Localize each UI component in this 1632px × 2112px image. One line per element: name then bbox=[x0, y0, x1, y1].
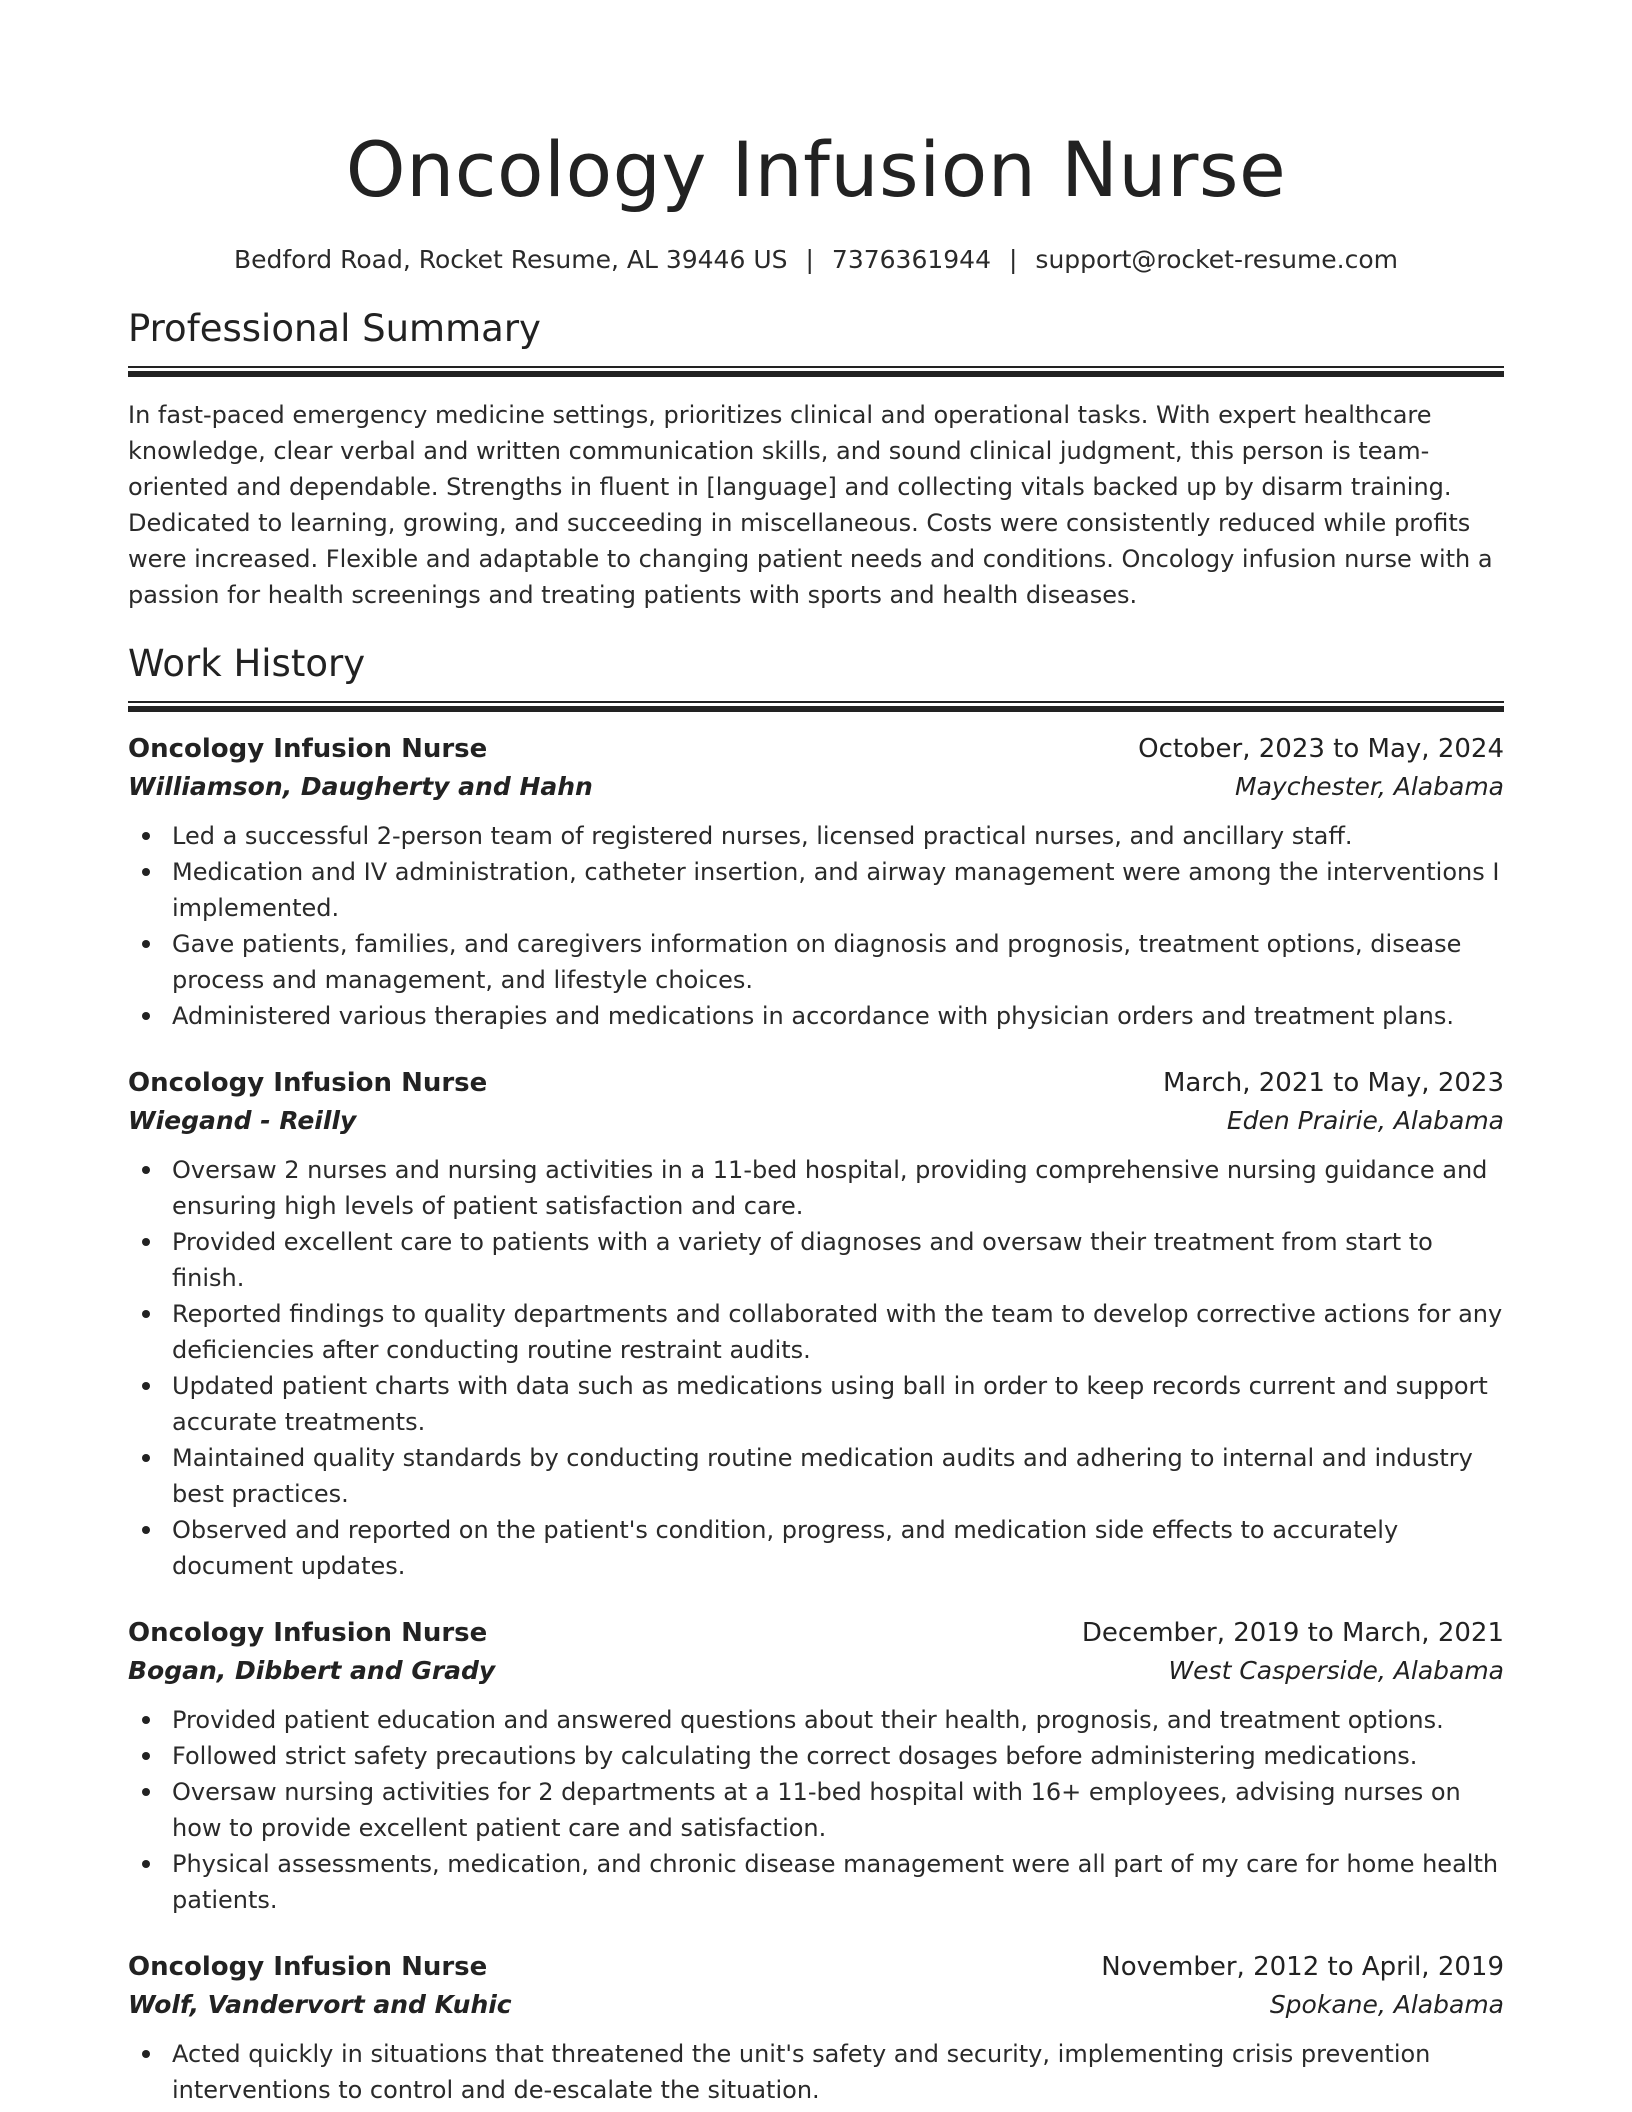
job-bullet: Followed strict safety precautions by calculating the correct dosages before administering medications. bbox=[172, 1738, 1504, 1774]
job-bullet: Observed and reported on the patient's condition, progress, and medication side effects to accurately document updates. bbox=[172, 1512, 1504, 1584]
job-header-row bbox=[128, 1614, 1504, 1652]
job-location: Spokane, Alabama bbox=[1269, 1990, 1504, 2019]
resume-name: Oncology Infusion Nurse bbox=[345, 125, 1287, 214]
contact-line bbox=[128, 244, 1504, 276]
job-bullet: Oversaw 2 nurses and nursing activities in a 11-bed hospital, providing comprehensive nursing guidance and ensuring high levels of patient satisfaction and care. bbox=[172, 1152, 1504, 1224]
job-bullets bbox=[128, 1702, 1504, 1918]
job-company: Wiegand - Reilly bbox=[128, 1106, 357, 1135]
job-bullet: Acted quickly in situations that threatened the unit's safety and security, implementing crisis prevention interventions to control and de-escalate the situation. bbox=[172, 2036, 1504, 2108]
job-employer-row bbox=[128, 1652, 1504, 1690]
job-location: Eden Prairie, Alabama bbox=[1226, 1106, 1504, 1135]
contact-separator: | bbox=[805, 245, 814, 274]
work-history-section bbox=[128, 641, 1504, 2108]
job-entry bbox=[128, 1948, 1504, 2108]
job-title: Oncology Infusion Nurse bbox=[128, 1952, 488, 1982]
job-company: Williamson, Daugherty and Hahn bbox=[128, 772, 593, 801]
professional-summary-section bbox=[128, 306, 1504, 613]
job-employer-row bbox=[128, 768, 1504, 806]
job-bullets bbox=[128, 2036, 1504, 2108]
section-title-work: Work History bbox=[128, 642, 366, 685]
job-bullet: Provided excellent care to patients with a variety of diagnoses and oversaw their treatment from start to finish. bbox=[172, 1224, 1504, 1296]
job-bullet: Gave patients, families, and caregivers information on diagnosis and prognosis, treatment options, disease process and management, and lifestyle choices. bbox=[172, 926, 1504, 998]
job-dates: November, 2012 to April, 2019 bbox=[1101, 1952, 1504, 1982]
section-title-summary: Professional Summary bbox=[128, 307, 541, 350]
job-bullet: Oversaw nursing activities for 2 departments at a 11-bed hospital with 16+ employees, advising nurses on how to provide excellent patient care and satisfaction. bbox=[172, 1774, 1504, 1846]
contact-phone: 7376361944 bbox=[831, 245, 991, 274]
job-employer-row bbox=[128, 1102, 1504, 1140]
job-header-row bbox=[128, 730, 1504, 768]
job-entry bbox=[128, 730, 1504, 1034]
job-entry bbox=[128, 1614, 1504, 1918]
job-company: Wolf, Vandervort and Kuhic bbox=[128, 1990, 512, 2019]
job-bullets bbox=[128, 818, 1504, 1034]
contact-email: support@rocket-resume.com bbox=[1035, 245, 1399, 274]
job-list bbox=[128, 730, 1504, 2108]
job-location: West Casperside, Alabama bbox=[1168, 1656, 1504, 1685]
job-title: Oncology Infusion Nurse bbox=[128, 1618, 488, 1648]
job-dates: October, 2023 to May, 2024 bbox=[1138, 734, 1504, 764]
job-dates: December, 2019 to March, 2021 bbox=[1081, 1618, 1504, 1648]
job-header-row bbox=[128, 1948, 1504, 1986]
job-title: Oncology Infusion Nurse bbox=[128, 734, 488, 764]
section-divider bbox=[128, 366, 1504, 377]
contact-separator: | bbox=[1008, 245, 1018, 274]
job-dates: March, 2021 to May, 2023 bbox=[1162, 1068, 1504, 1098]
job-location: Maychester, Alabama bbox=[1235, 772, 1504, 801]
job-bullet: Provided patient education and answered questions about their health, prognosis, and treatment options. bbox=[172, 1702, 1504, 1738]
job-bullet: Maintained quality standards by conducting routine medication audits and adhering to internal and industry best practices. bbox=[172, 1440, 1504, 1512]
job-entry bbox=[128, 1064, 1504, 1584]
job-bullets bbox=[128, 1152, 1504, 1584]
job-employer-row bbox=[128, 1986, 1504, 2024]
contact-address: Bedford Road, Rocket Resume, AL 39446 US bbox=[233, 245, 788, 274]
job-bullet: Reported findings to quality departments and collaborated with the team to develop corrective actions for any deficiencies after conducting routine restraint audits. bbox=[172, 1296, 1504, 1368]
job-bullet: Physical assessments, medication, and chronic disease management were all part of my care for home health patients. bbox=[172, 1846, 1504, 1918]
job-bullet: Administered various therapies and medications in accordance with physician orders and treatment plans. bbox=[172, 998, 1504, 1034]
job-company: Bogan, Dibbert and Grady bbox=[128, 1656, 496, 1685]
job-bullet: Led a successful 2-person team of registered nurses, licensed practical nurses, and ancillary staff. bbox=[172, 818, 1504, 854]
job-bullet: Updated patient charts with data such as medications using ball in order to keep records current and support accurate treatments. bbox=[172, 1368, 1504, 1440]
summary-text: In fast-paced emergency medicine settings, prioritizes clinical and operational tasks. With expert healthcare knowledge, clear verbal and written communication skills, and sound clinical judgment, this person is team-oriented and dependable. Strengths in fluent in [language] and collecting vitals backed up by disarm training. Dedicated to learning, growing, and succeeding in miscellaneous. Costs were consistently reduced while profits were increased. Flexible and adaptable to changing patient needs and conditions. Oncology infusion nurse with a passion for health screenings and treating patients with sports and health diseases. bbox=[128, 401, 1493, 609]
job-bullet: Medication and IV administration, catheter insertion, and airway management were among the interventions I implemented. bbox=[172, 854, 1504, 926]
job-title: Oncology Infusion Nurse bbox=[128, 1068, 488, 1098]
job-header-row bbox=[128, 1064, 1504, 1102]
section-divider bbox=[128, 701, 1504, 712]
